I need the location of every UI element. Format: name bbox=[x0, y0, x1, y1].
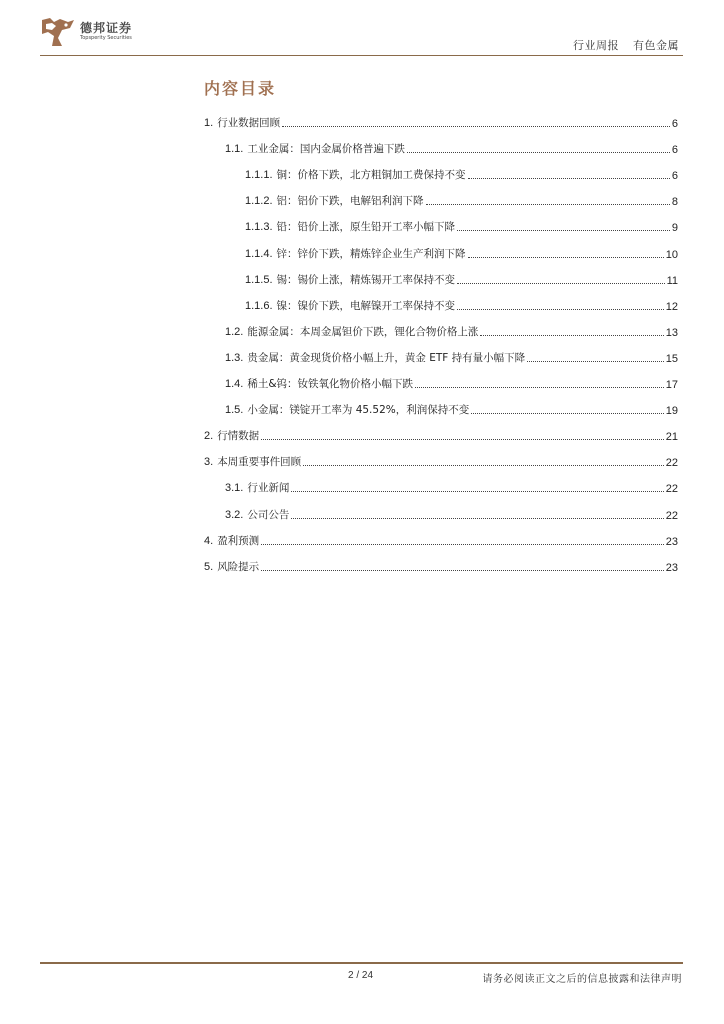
toc-entry-text: 行业新闻 bbox=[247, 482, 290, 495]
toc-entry-text: 稀土&钨：钕铁氧化物价格小幅下跌 bbox=[247, 378, 414, 390]
toc-entry-text: 锡：锡价上涨，精炼锡开工率保持不变 bbox=[276, 273, 456, 286]
toc-entry[interactable] bbox=[245, 218, 678, 234]
toc-entry[interactable] bbox=[225, 506, 678, 522]
toc-entry-page: 22 bbox=[665, 457, 678, 470]
toc-entry[interactable] bbox=[245, 166, 678, 182]
toc-entry-label bbox=[204, 428, 259, 443]
brand-name-cn: 德邦证券 bbox=[80, 21, 133, 35]
toc-entry-text: 铅：铅价上涨，原生铅开工率小幅下降 bbox=[276, 221, 456, 234]
toc-entry-page: 19 bbox=[665, 405, 678, 418]
toc-entry-number: 1.1.2. bbox=[245, 195, 273, 208]
toc-dot-leader bbox=[303, 465, 664, 466]
toc-entry[interactable] bbox=[204, 114, 678, 130]
page-header bbox=[0, 0, 724, 58]
brand-name-en: Topsperity Securities bbox=[80, 35, 132, 41]
toc-entry-text: 行业数据回顾 bbox=[217, 117, 281, 129]
toc-entry-page: 8 bbox=[671, 196, 678, 209]
toc-entry-number: 1.1. bbox=[225, 143, 244, 156]
toc-entry-label bbox=[245, 298, 455, 313]
report-type: 行业周报 bbox=[573, 39, 619, 52]
toc-entry-text: 贵金属：黄金现货价格小幅上升，黄金 ETF 持有量小幅下降 bbox=[247, 351, 526, 364]
toc-dot-leader bbox=[471, 413, 664, 414]
toc-dot-leader bbox=[457, 230, 670, 231]
toc-entry-number: 5. bbox=[204, 560, 214, 573]
toc-dot-leader bbox=[261, 439, 664, 440]
toc-entry-page: 6 bbox=[671, 170, 678, 183]
toc-entry-number: 3.1. bbox=[225, 482, 244, 495]
toc-entry[interactable] bbox=[225, 349, 678, 365]
toc-entry[interactable] bbox=[225, 401, 678, 417]
header-report-info bbox=[573, 37, 679, 53]
disclaimer-note: 请务必阅读正文之后的信息披露和法律声明 bbox=[482, 974, 682, 985]
toc-dot-leader bbox=[291, 491, 663, 492]
toc-entry-label bbox=[204, 115, 280, 130]
header-divider bbox=[40, 55, 683, 56]
toc-entry-number: 1.1.1. bbox=[245, 169, 273, 182]
toc-dot-leader bbox=[426, 204, 670, 205]
toc-entry[interactable] bbox=[204, 532, 678, 548]
toc-entry-number: 3. bbox=[204, 456, 214, 469]
page-indicator: 2 / 24 bbox=[348, 970, 374, 981]
toc-entry-number: 1. bbox=[204, 117, 214, 129]
toc-dot-leader bbox=[468, 257, 664, 258]
toc-entry[interactable] bbox=[204, 558, 678, 574]
toc-entry-number: 1.2. bbox=[225, 325, 244, 338]
toc-entry-text: 工业金属：国内金属价格普遍下跌 bbox=[247, 143, 405, 156]
toc-entry-page: 9 bbox=[671, 222, 678, 235]
toc-entry-number: 1.1.3. bbox=[245, 221, 273, 234]
toc-entry[interactable] bbox=[245, 192, 678, 208]
toc-entry-number: 4. bbox=[204, 534, 214, 547]
toc-entry-text: 小金属：镁锭开工率为 45.52%，利润保持不变 bbox=[247, 404, 470, 417]
toc-dot-leader bbox=[407, 152, 670, 153]
toc-entry[interactable] bbox=[245, 245, 678, 261]
toc-entry-label bbox=[204, 533, 259, 548]
toc-entry-text: 铜：价格下跌，北方粗铜加工费保持不变 bbox=[276, 169, 466, 182]
toc-dot-leader bbox=[480, 335, 663, 336]
toc-title: 内容目录 bbox=[204, 79, 277, 98]
toc-dot-leader bbox=[468, 178, 670, 179]
toc-entry-page: 13 bbox=[665, 326, 678, 339]
toc-entry-page: 12 bbox=[665, 300, 678, 313]
report-sector: 有色金属 bbox=[633, 39, 679, 52]
toc-entry-label bbox=[245, 193, 424, 208]
toc-entry-number: 1.4. bbox=[225, 378, 244, 390]
toc-entry-label bbox=[225, 324, 478, 339]
toc-entry-label bbox=[225, 507, 289, 522]
footer-divider bbox=[40, 962, 683, 964]
toc-entry[interactable] bbox=[225, 323, 678, 339]
toc-entry-label bbox=[245, 246, 466, 261]
toc-entry-text: 能源金属：本周金属钽价下跌，锂化合物价格上涨 bbox=[247, 325, 479, 338]
toc-entry-page: 15 bbox=[665, 352, 678, 365]
toc-entry-number: 2. bbox=[204, 430, 214, 443]
toc-dot-leader bbox=[457, 283, 665, 284]
toc-entry-number: 1.1.5. bbox=[245, 273, 273, 286]
toc-entry-page: 17 bbox=[665, 379, 678, 391]
toc-entry-label bbox=[204, 454, 301, 469]
toc-entry[interactable] bbox=[225, 140, 678, 156]
toc-entry-label bbox=[245, 272, 455, 287]
toc-entry-label bbox=[225, 141, 405, 156]
toc-entry-number: 1.3. bbox=[225, 351, 244, 364]
toc-entry-label bbox=[245, 219, 455, 234]
toc-entry-label bbox=[225, 376, 413, 391]
toc-entry-page: 23 bbox=[665, 535, 678, 548]
toc-entry-text: 铝：铝价下跌，电解铝利润下降 bbox=[276, 195, 424, 208]
toc-entry-label bbox=[225, 402, 469, 417]
toc-entry[interactable] bbox=[225, 479, 678, 495]
toc-entry-number: 3.2. bbox=[225, 508, 244, 521]
toc-entry[interactable] bbox=[245, 271, 678, 287]
toc-entry-label bbox=[225, 350, 525, 365]
brand-logo bbox=[40, 16, 160, 50]
toc-entry-number: 1.5. bbox=[225, 404, 244, 417]
toc-dot-leader bbox=[457, 309, 664, 310]
toc-entry-page: 6 bbox=[671, 118, 678, 130]
toc-entry-number: 1.1.6. bbox=[245, 299, 273, 312]
toc-entry-text: 行情数据 bbox=[217, 430, 260, 443]
toc-entry-text: 风险提示 bbox=[217, 560, 260, 573]
toc-entry-page: 11 bbox=[666, 274, 678, 287]
toc-dot-leader bbox=[261, 570, 664, 571]
toc-entry-text: 盈利预测 bbox=[217, 534, 260, 547]
toc-entry-text: 镍：镍价下跌，电解镍开工率保持不变 bbox=[276, 299, 456, 312]
toc-entry[interactable] bbox=[225, 375, 678, 391]
toc-entry[interactable] bbox=[204, 427, 678, 443]
toc-entry-page: 22 bbox=[665, 509, 678, 522]
toc-entry-label bbox=[204, 559, 259, 574]
toc-entry-label bbox=[245, 167, 466, 182]
toc-entry-page: 23 bbox=[665, 561, 678, 574]
toc-entry-page: 21 bbox=[665, 431, 678, 444]
toc-entry-text: 公司公告 bbox=[247, 508, 290, 521]
toc-entry-page: 10 bbox=[665, 248, 678, 261]
toc-entry-text: 锌：锌价下跌，精炼锌企业生产利润下降 bbox=[276, 247, 466, 260]
brand-logo-icon bbox=[40, 16, 76, 48]
toc-entry-number: 1.1.4. bbox=[245, 247, 273, 260]
toc-entry[interactable] bbox=[245, 297, 678, 313]
toc-entry-text: 本周重要事件回顾 bbox=[217, 456, 302, 469]
toc-dot-leader bbox=[282, 126, 670, 127]
toc-dot-leader bbox=[415, 387, 664, 388]
toc-entry[interactable] bbox=[204, 453, 678, 469]
toc-entry-label bbox=[225, 480, 289, 495]
toc-entry-page: 6 bbox=[671, 144, 678, 157]
toc-dot-leader bbox=[261, 544, 664, 545]
toc-dot-leader bbox=[527, 361, 664, 362]
toc-dot-leader bbox=[291, 518, 663, 519]
toc-entry-page: 22 bbox=[665, 483, 678, 496]
